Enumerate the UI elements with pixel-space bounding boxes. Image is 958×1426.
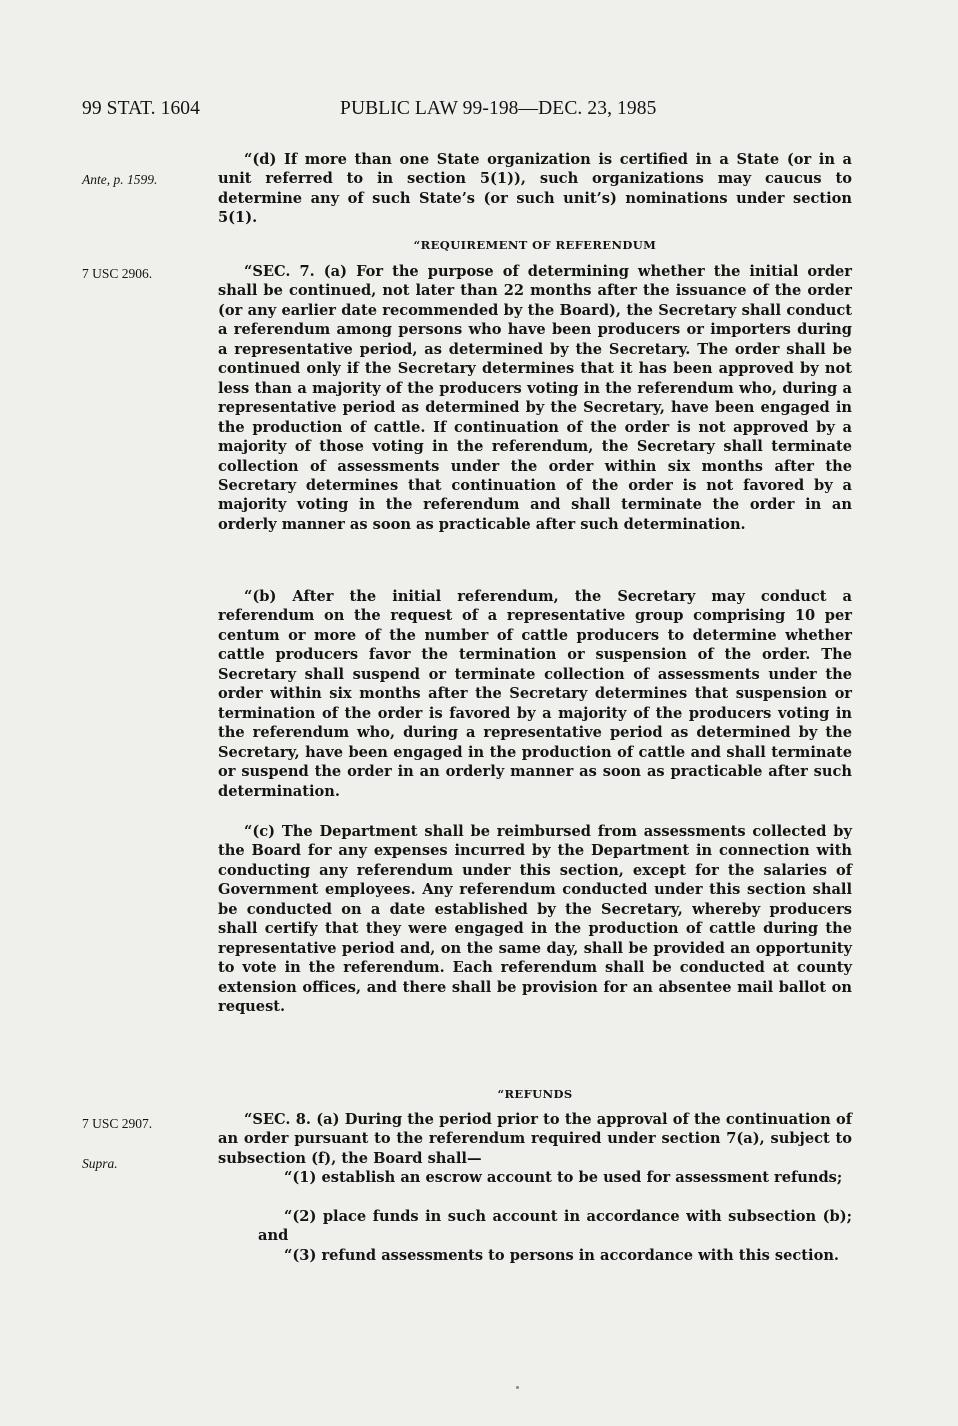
margin-note-ante: Ante, p. 1599. [82,172,158,187]
section-7a: “SEC. 7. (a) For the purpose of determining whether the initial order shall be continued, not later than 22 months after the issuance of the order (or any earlier date recommended by the Board), the Secretary shall conduct a referendum among persons who have been producers or importers during a representative period, as determined by the Secretary. The order shall be continued only if the Secretary determines that it has been approved by not less than a majority of the producers voting in the referendum who, during a representative period as determined by the Secretary, have been engaged in the production of cattle. If continuation of the order is not approved by a majority of those voting in the referendum, the Secretary shall terminate collection of assessments under the order within six months after the Secretary determines that continuation of the order is not favored by a majority voting in the referendum and shall terminate the order in an orderly manner as soon as practicable after such determination. [218,263,852,533]
section-7c: “(c) The Department shall be reimbursed from assessments collected by the Board for any expenses incurred by the Department in connection with conducting any referendum under this section, except for the salaries of Government employees. Any referendum conducted under this section shall be conducted on a date established by the Secretary, whereby producers shall certify that they were engaged in the production of cattle during the representative period and, on the same day, shall be provided an opportunity to vote in the referendum. Each referendum shall be conducted at county extension offices, and there shall be provision for an absentee mail ballot on request. [218,823,852,1016]
section-8a-item-1: “(1) establish an escrow account to be used for assessment refunds; [284,1169,843,1186]
section-8a-item-3: “(3) refund assessments to persons in accordance with this section. [284,1247,840,1264]
margin-note-usc-2906: 7 USC 2906. [82,266,153,281]
public-law-title: PUBLIC LAW 99-198—DEC. 23, 1985 [340,98,657,119]
margin-note-usc-2907: 7 USC 2907. [82,1116,153,1131]
paragraph-d: “(d) If more than one State organization is certified in a State (or in a unit referred to in section 5(1)), such organizations may caucus to determine any of such State’s (or such unit’s) nominations under section 5(1). [218,151,852,227]
statute-page-number: 99 STAT. 1604 [82,98,201,119]
section-heading-refunds: “REFUNDS [497,1087,573,1101]
page-header [82,98,862,128]
section-8a-item-2: “(2) place funds in such account in accordance with subsection (b); and [258,1208,852,1245]
margin-note-supra: Supra. [82,1156,118,1171]
section-8a: “SEC. 8. (a) During the period prior to the approval of the continuation of an order pursuant to the referendum required under section 7(a), subject to subsection (f), the Board shall— [218,1111,852,1167]
section-heading-referendum: “REQUIREMENT OF REFERENDUM [413,238,657,252]
scan-speck [516,1386,519,1389]
section-7b: “(b) After the initial referendum, the Secretary may conduct a referendum on the request of a representative group comprising 10 per centum or more of the number of cattle producers to determine whether cattle producers favor the termination or suspension of the order. The Secretary shall suspend or terminate collection of assessments under the order within six months after the Secretary determines that suspension or termination of the order is favored by a majority of the producers voting in the referendum who, during a representative period as determined by the Secretary, have been engaged in the production of cattle and shall terminate or suspend the order in an orderly manner as soon as practicable after such determination. [218,588,852,800]
